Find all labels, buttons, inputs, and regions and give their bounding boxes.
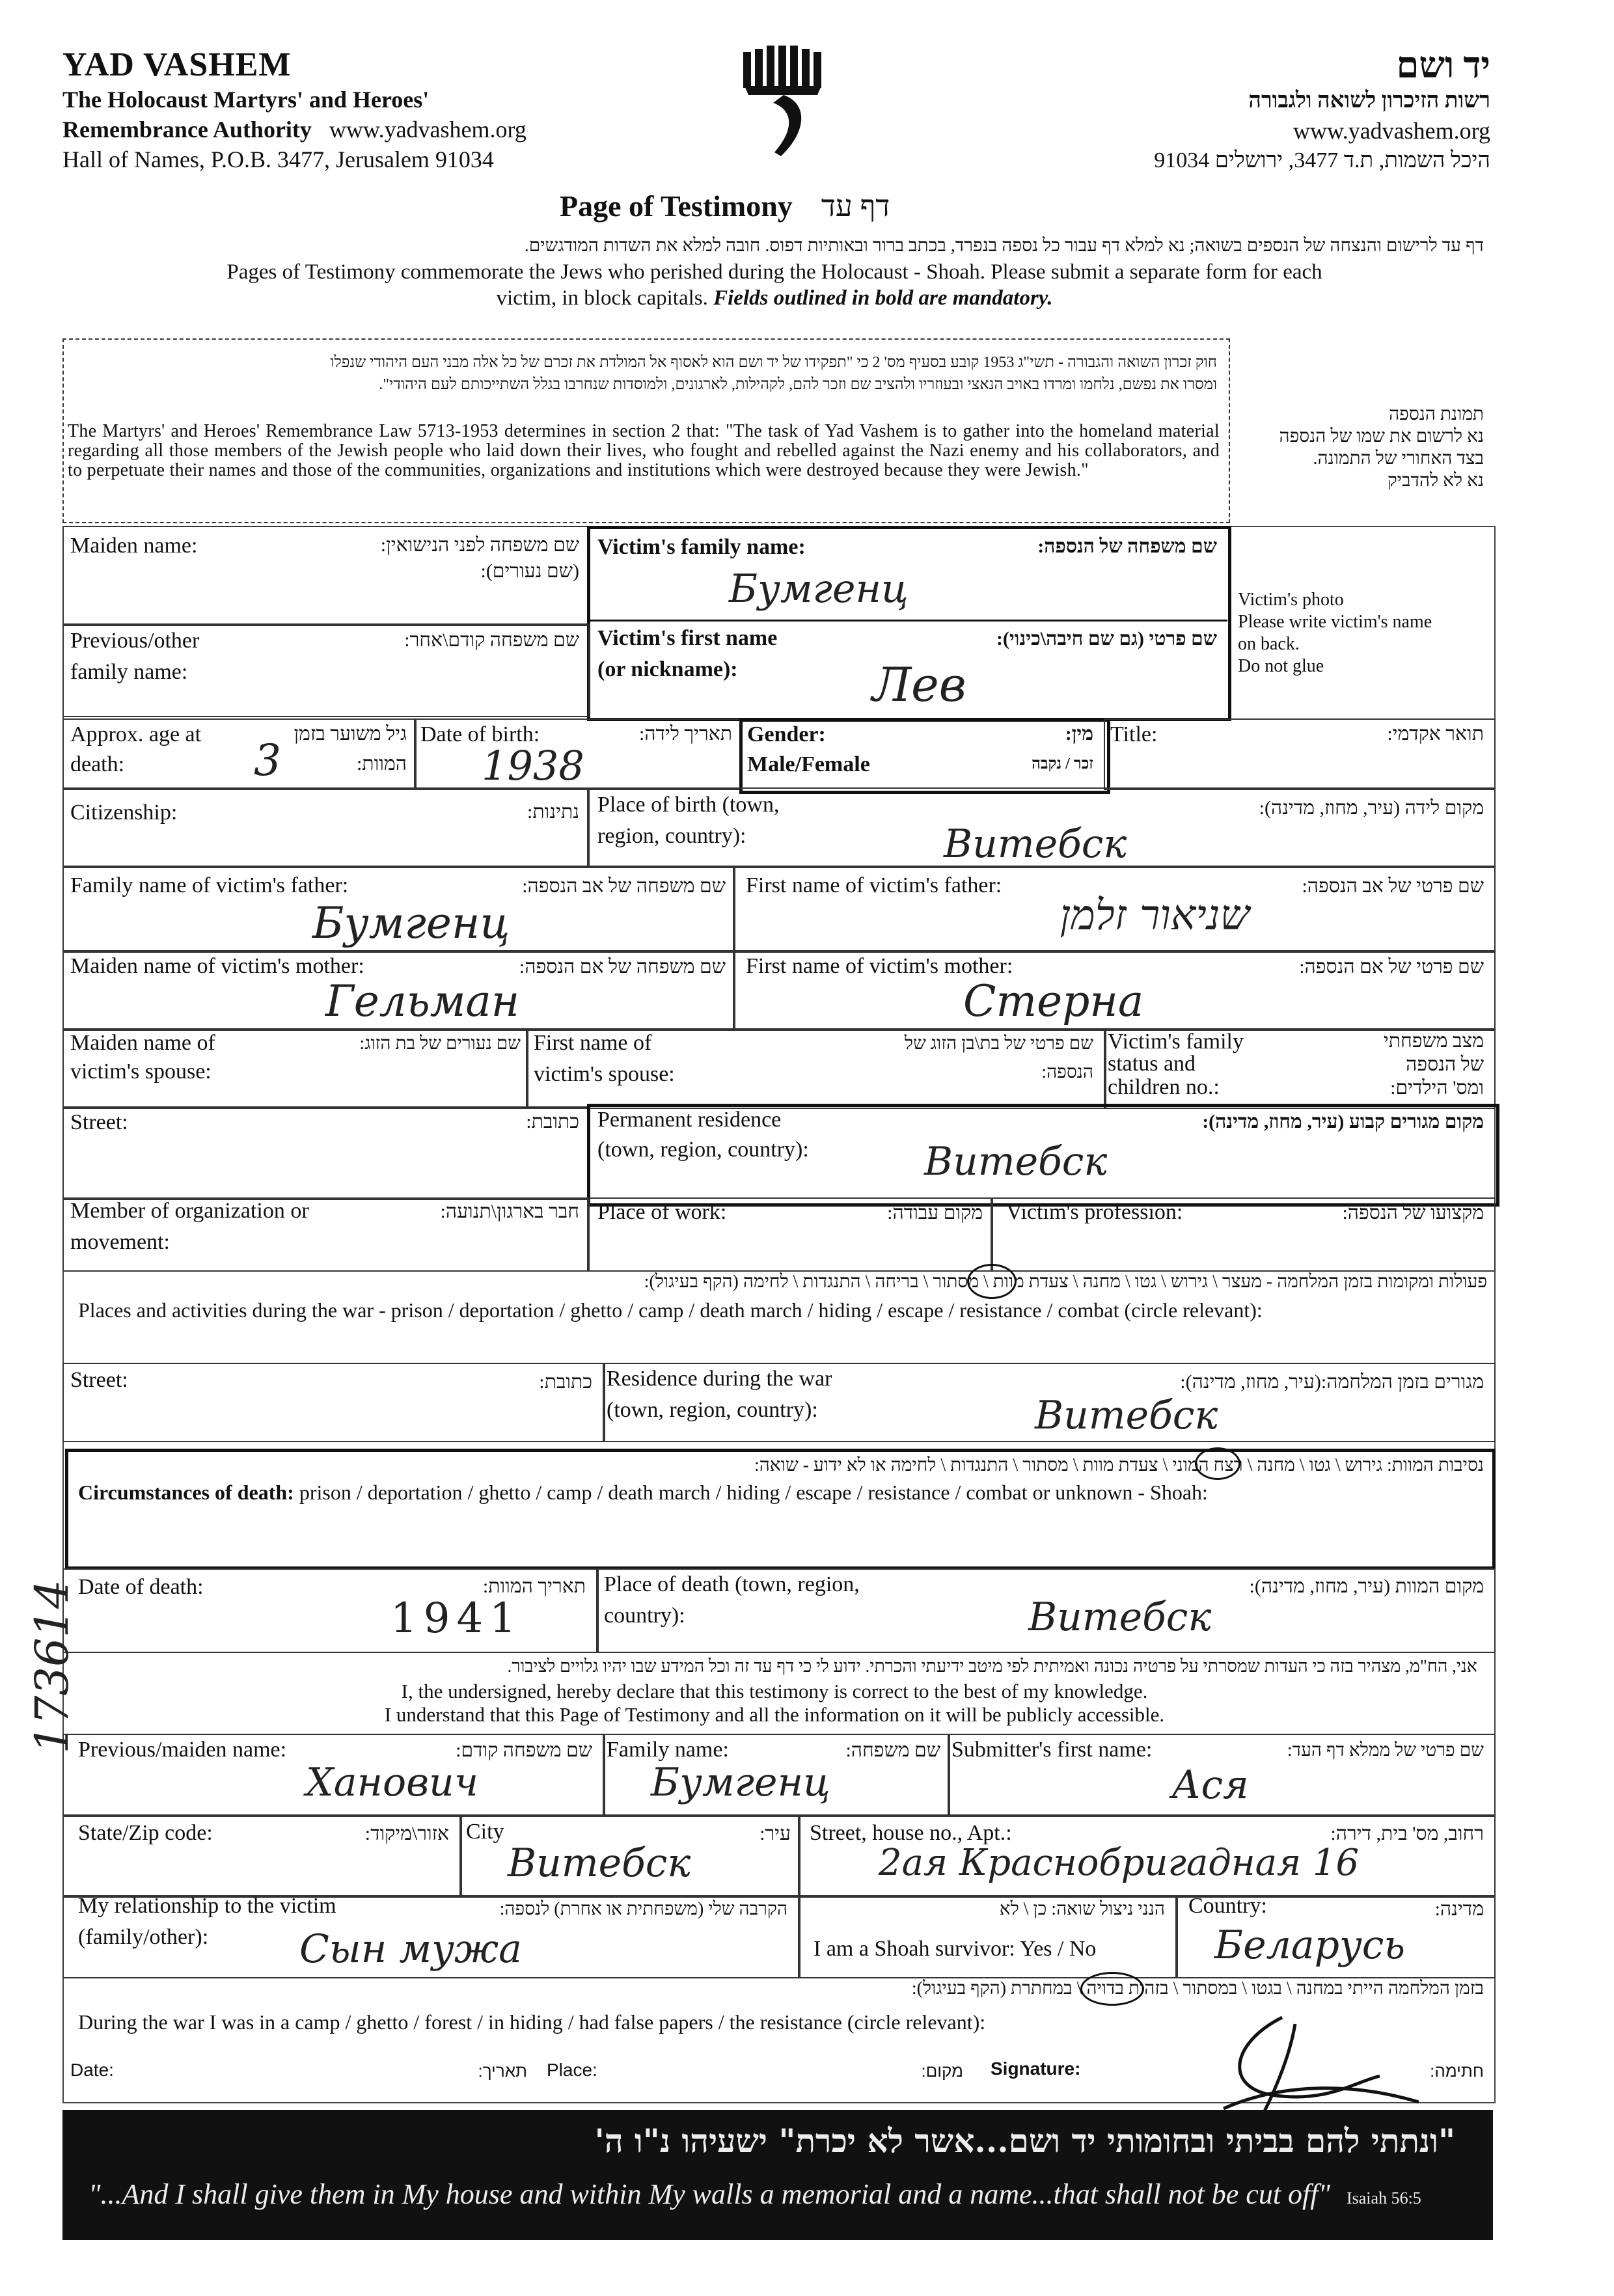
death-date-label: Date of death:	[78, 1575, 204, 1599]
maiden-name-label: Maiden name:	[70, 534, 198, 558]
father-family-label: Family name of victim's father:	[70, 873, 349, 897]
mother-first-label-he: שם פרטי של אם הנספה:	[1299, 956, 1484, 977]
photo-he-2: נא לרשום את שמו של הנספה	[1279, 426, 1484, 446]
first-name-label-1: Victim's first name	[597, 626, 778, 650]
submitter-first-name-label: Submitter's first name:	[951, 1738, 1153, 1762]
intro-en-bold: Fields outlined in bold are mandatory.	[713, 286, 1053, 310]
submitter-city-value: Витебск	[508, 1840, 691, 1886]
yad-vashem-logo	[735, 46, 827, 169]
work-place-label: Place of work:	[597, 1200, 727, 1224]
work-place-label-he: מקום עבודה:	[887, 1202, 983, 1223]
intro-he: דף עד לרישום והנצחה של הנספים בשואה; נא למלא דף עבור כל נספה בנפרד, בכתב ברור ובאותיות דפוס. חובה למלא את השדות המודגשים.	[524, 236, 1484, 256]
age-label-1: Approx. age at	[70, 722, 202, 746]
father-first-label-he: שם פרטי של אב הנספה:	[1302, 875, 1484, 897]
spouse-maiden-label-2: victim's spouse:	[70, 1059, 212, 1084]
submitter-prev-name-value: Ханович	[306, 1760, 479, 1805]
family-name-label-he: שם משפחה של הנספה:	[1037, 536, 1217, 557]
street2-label-he: כתובת:	[539, 1371, 592, 1393]
family-status-label-2: status and	[1108, 1052, 1196, 1076]
intro-en-1: Pages of Testimony commemorate the Jews who perished during the Holocaust - Shoah. Please submit a separate form for each	[226, 260, 1322, 284]
spouse-maiden-label-he: שם נעורים של בת הזוג:	[359, 1033, 521, 1054]
death-date-value: 1941	[390, 1594, 523, 1643]
photo-en-3: on back.	[1238, 634, 1300, 654]
place-label-he: מקום:	[921, 2061, 963, 2081]
mother-first-label: First name of victim's mother:	[746, 954, 1013, 978]
side-code: 2009/2010	[1464, 2120, 1486, 2213]
previous-family-label-1: Previous/other	[70, 629, 200, 653]
gender-label-2: Male/Female	[747, 752, 870, 776]
birth-place-value: Витебск	[944, 821, 1127, 867]
birth-place-label-1: Place of birth (town,	[597, 793, 780, 817]
footer-ref: Isaiah 56:5	[1346, 2189, 1421, 2207]
declaration-en-2: I understand that this Page of Testimony and all the information on it will be publicly accessible.	[384, 1703, 1165, 1726]
mother-maiden-value: Гельман	[325, 976, 520, 1026]
place-label: Place:	[547, 2060, 597, 2080]
submitter-city-label-he: עיר:	[759, 1823, 791, 1844]
date-label: Date:	[70, 2060, 114, 2080]
declaration-en-1: I, the undersigned, hereby declare that this testimony is correct to the best of my knowledge.	[401, 1680, 1148, 1702]
previous-family-label-he: שם משפחה קודם\אחר:	[404, 629, 579, 651]
maiden-name-label-he-1: שם משפחה לפני הנישואין:	[380, 534, 579, 556]
gender-label-1: Gender:	[747, 722, 826, 746]
submitter-country-label: Country:	[1188, 1894, 1267, 1918]
residence-label-he: מקום מגורים קבוע (עיר, מחוז, מדינה):	[1202, 1111, 1484, 1132]
submitter-city-label: City	[466, 1820, 504, 1844]
submitter-zip-label-he: אזור\מיקוד:	[364, 1823, 449, 1844]
header-en	[62, 46, 648, 174]
residence-label-1: Permanent residence	[597, 1108, 782, 1132]
father-first-label: First name of victim's father:	[746, 873, 1002, 897]
footer-quote-en: "...And I shall give them in My house and within My walls a memorial and a name...that shall not be cut off"	[89, 2178, 1330, 2210]
submitter-street-label-he: רחוב, מס' בית, דירה:	[1330, 1823, 1484, 1844]
footer-quote-he: "ונתתי להם בביתי ובחומותי יד ושם...אשר לא יכרת" ישעיהו נ"ו ה'	[594, 2122, 1455, 2160]
organization-label-he: חבר בארגון\תנועה:	[440, 1201, 579, 1222]
during-war-label-en: During the war I was in a camp / ghetto / forest / in hiding / had false papers / the resistance (circle relevant):	[78, 2010, 986, 2034]
activities-label-en: Places and activities during the war - prison / deportation / ghetto / camp / death march / hiding / escape / resistance / combat (circle relevant):	[78, 1298, 1263, 1322]
dob-value: 1938	[482, 742, 584, 789]
title-label-he: תואר אקדמי:	[1387, 723, 1484, 745]
menorah-logo-icon	[735, 46, 827, 169]
organization-label-1: Member of organization or	[70, 1199, 309, 1223]
death-place-label-he: מקום המוות (עיר, מחוז, מדינה):	[1249, 1576, 1484, 1597]
first-name-value: Лев	[872, 657, 966, 712]
submitter-first-name-label-he: שם פרטי של ממלא דף העד:	[1287, 1740, 1484, 1760]
mother-maiden-label-he: שם משפחה של אם הנספה:	[519, 956, 726, 977]
during-war-label-he: בזמן המלחמה הייתי במחנה \ בגטו \ במסתור \ בזהות בדויה \ במחתרת (הקף בעיגול):	[911, 1978, 1484, 1999]
submitter-survivor-label-he: הנני ניצול שואה: כן \ לא	[999, 1899, 1165, 1919]
ghetto-circle-mark-2	[1195, 1447, 1240, 1480]
submitter-street-label: Street, house no., Apt.:	[810, 1821, 1012, 1845]
circumstances-label-he: נסיבות המוות: גירוש \ גטו \ מחנה \ רצח המוני \ צעדת מוות \ מסתור \ התנגדות \ לחימה או לא ידוע - שואה:	[754, 1455, 1484, 1475]
page-title-row	[560, 189, 1080, 223]
website-en: www.yadvashem.org	[329, 116, 527, 143]
gender-label-he-1: מין:	[1065, 723, 1093, 745]
father-first-value: שניאור זלמן	[1060, 892, 1250, 940]
submitter-country-value: Беларусь	[1214, 1922, 1406, 1968]
photo-he-3: בצד האחורי של התמונה.	[1313, 448, 1484, 469]
family-status-label-1: Victim's family	[1108, 1030, 1244, 1054]
submitter-family-name-value: Бумгенц	[651, 1760, 830, 1805]
law-en: The Martyrs' and Heroes' Remembrance Law 5713-1953 determines in section 2 that: "The task of Yad Vashem is to gather into the homeland material regarding all those members of the Jewish people who laid down their lives, who fought and rebelled against the Nazi enemy and his collaborators, and to perpetuate their names and those of the communities, organizations and institutions which were destroyed because they were Jewish."	[68, 421, 1220, 480]
law-he-2: ומסרו את נפשם, נלחמו ומרדו באויב הנאצי ובעוזריו ולהציב שם וזכר להם, לקהילות, לארגונים, ולמוסדות שנחרבו בגלל השתייכותם לעם היהודי".	[379, 376, 1217, 393]
intro-en-2: victim, in block capitals.	[496, 286, 714, 310]
page-title-en: Page of Testimony	[560, 189, 793, 223]
residence-value: Витебск	[924, 1139, 1108, 1184]
war-residence-label-he: מגורים בזמן המלחמה:(עיר, מחוז, מדינה):	[1180, 1371, 1484, 1393]
dob-label: Date of birth:	[420, 722, 540, 746]
header-he	[996, 46, 1490, 176]
family-status-label-he-2: של הנספה	[1406, 1054, 1484, 1075]
age-label-he-1: גיל משוער בזמן	[294, 723, 407, 745]
page-title-he: דף עד	[821, 189, 890, 223]
mother-first-value: Стерна	[963, 976, 1144, 1026]
subtitle-en-1: The Holocaust Martyrs' and Heroes'	[62, 87, 430, 113]
subtitle-he: רשות הזיכרון לשואה ולגבורה	[1248, 89, 1490, 113]
spouse-maiden-label-1: Maiden name of	[70, 1031, 215, 1055]
street1-label-he: כתובת:	[526, 1111, 579, 1132]
footer-quote-en-row	[89, 2178, 1481, 2211]
submitter-prev-name-label-he: שם משפחה קודם:	[456, 1740, 592, 1761]
submitter-zip-label: State/Zip code:	[78, 1821, 213, 1845]
submitter-family-name-label-he: שם משפחה:	[845, 1740, 940, 1761]
gender-label-he-2: זכר / נקבה	[1032, 756, 1093, 772]
organization-label-2: movement:	[70, 1230, 170, 1254]
subtitle-en-2: Remembrance Authority	[62, 116, 312, 143]
submitter-first-name-value: Ася	[1171, 1762, 1249, 1808]
website-he: www.yadvashem.org	[1293, 118, 1490, 144]
submitter-country-label-he: מדינה:	[1434, 1898, 1484, 1920]
spouse-first-label-he-2: הנספה:	[1041, 1062, 1093, 1082]
spouse-first-label-2: victim's spouse:	[534, 1062, 675, 1086]
photo-he-1: תמונת הנספה	[1389, 404, 1484, 424]
circumstances-label-en-bold: Circumstances of death:	[78, 1481, 294, 1504]
previous-family-label-2: family name:	[70, 660, 188, 684]
hiding-circle-mark	[1080, 1972, 1144, 2006]
activities-label-he: פעולות ומקומות בזמן המלחמה - מעצר \ גירוש \ גטו \ מחנה \ צעדת מוות \ מסתור \ בריחה \ התנגדות \ לחימה (הקף בעיגול):	[644, 1272, 1487, 1292]
submitter-relationship-value: Сын мужа	[299, 1926, 522, 1972]
age-value: 3	[254, 735, 281, 786]
residence-label-2: (town, region, country):	[597, 1138, 809, 1162]
citizenship-label: Citizenship:	[70, 800, 178, 825]
submitter-relationship-label-1: My relationship to the victim	[78, 1894, 336, 1918]
dob-label-he: תאריך לידה:	[638, 723, 732, 745]
signature-label: Signature:	[991, 2058, 1081, 2079]
photo-he-4: נא לא להדביק	[1387, 471, 1484, 491]
footer-band	[62, 2110, 1493, 2240]
family-name-value: Бумгенц	[729, 566, 909, 612]
spouse-first-label-he-1: שם פרטי של בת\בן הזוג של	[904, 1033, 1093, 1054]
submitter-relationship-label-2: (family/other):	[78, 1925, 209, 1949]
photo-area	[1237, 403, 1484, 492]
war-residence-value: Витебск	[1035, 1393, 1218, 1438]
law-he-1: חוק זכרון השואה והגבורה - תשי"ג 1953 קובע בסעיף מס' 2 כי "תפקידו של יד ושם הוא לאסוף אל המולדת את זכרם של כל אלה מבני העם היהודי שנפלו	[330, 354, 1217, 371]
submitter-relationship-label-he: הקרבה שלי (משפחתית או אחרת) לנספה:	[499, 1899, 787, 1919]
ghetto-circle-mark	[967, 1264, 1017, 1299]
date-label-he: תאריך:	[478, 2061, 527, 2081]
street2-label: Street:	[70, 1368, 128, 1392]
first-name-label-2: (or nickname):	[597, 657, 738, 681]
submitter-prev-name-label: Previous/maiden name:	[78, 1738, 287, 1762]
declaration-he: אני, הח"מ, מצהיר בזה כי העדות שמסרתי על פרטיה נכונה ואמיתית לפי מיטב ידיעתי והכרתי. ידוע לי כי דף עד זה וכל המידע שבו יהיו גלויים לציבור.	[507, 1656, 1477, 1676]
photo-en-4: Do not glue	[1238, 656, 1324, 676]
subtitle-en-2-row	[62, 115, 648, 144]
address-he: היכל השמות, ת.ד 3477, ירושלים 91034	[1154, 148, 1490, 172]
submitter-survivor-label-en: I am a Shoah survivor: Yes / No	[814, 1937, 1097, 1961]
family-status-label-3: children no.:	[1108, 1075, 1220, 1099]
circumstances-label-en-row	[78, 1479, 1208, 1506]
death-date-label-he: תאריך המוות:	[482, 1576, 586, 1597]
address-en: Hall of Names, P.O.B. 3477, Jerusalem 91034	[62, 146, 494, 172]
signature-label-he: חתימה:	[1430, 2061, 1484, 2081]
age-label-he-2: המוות:	[356, 753, 407, 774]
mother-maiden-label: Maiden name of victim's mother:	[70, 954, 364, 978]
death-place-label-2: country):	[604, 1604, 685, 1628]
org-name-he: יד ושם	[1396, 46, 1490, 86]
org-name-en: YAD VASHEM	[62, 46, 292, 83]
family-status-label-he-3: ומס' הילדים:	[1390, 1077, 1484, 1099]
father-family-value: Бумгенц	[312, 898, 510, 948]
war-residence-label-2: (town, region, country):	[607, 1398, 818, 1422]
submitter-family-name-label: Family name:	[607, 1738, 729, 1762]
father-family-label-he: שם משפחה של אב הנספה:	[522, 875, 726, 897]
family-name-label: Victim's family name:	[597, 535, 806, 559]
maiden-name-label-he-2: (שם נעורים):	[480, 560, 579, 582]
profession-label-he: מקצועו של הנספה:	[1342, 1202, 1484, 1223]
street1-label: Street:	[70, 1110, 128, 1134]
family-status-label-he-1: מצב משפחתי	[1383, 1030, 1484, 1052]
death-place-label-1: Place of death (town, region,	[604, 1572, 860, 1596]
age-label-2: death:	[70, 752, 125, 776]
title-label: Title:	[1110, 722, 1158, 746]
citizenship-label-he: נתינות:	[527, 801, 579, 823]
handwritten-signature	[1184, 2004, 1432, 2122]
photo-en-1: Victim's photo	[1238, 590, 1344, 610]
spouse-first-label-1: First name of	[534, 1031, 652, 1055]
profession-label: Victim's profession:	[1006, 1200, 1183, 1224]
birth-place-label-2: region, country):	[597, 824, 746, 848]
intro-en	[65, 259, 1484, 311]
margin-number: 173614	[25, 1579, 79, 1754]
photo-en-2: Please write victim's name	[1238, 612, 1432, 632]
first-name-label-he: שם פרטי (גם שם חיבה\כינוי):	[996, 628, 1217, 649]
circumstances-label-en: prison / deportation / ghetto / camp / death march / hiding / escape / resistance / combat or unknown - Shoah:	[294, 1481, 1208, 1504]
death-place-value: Витебск	[1028, 1594, 1212, 1640]
family-first-divider	[587, 620, 1227, 622]
birth-place-label-he: מקום לידה (עיר, מחוז, מדינה):	[1259, 797, 1484, 819]
war-residence-label-1: Residence during the war	[607, 1367, 832, 1391]
submitter-street-value: 2ая Краснобригадная 16	[879, 1842, 1360, 1884]
